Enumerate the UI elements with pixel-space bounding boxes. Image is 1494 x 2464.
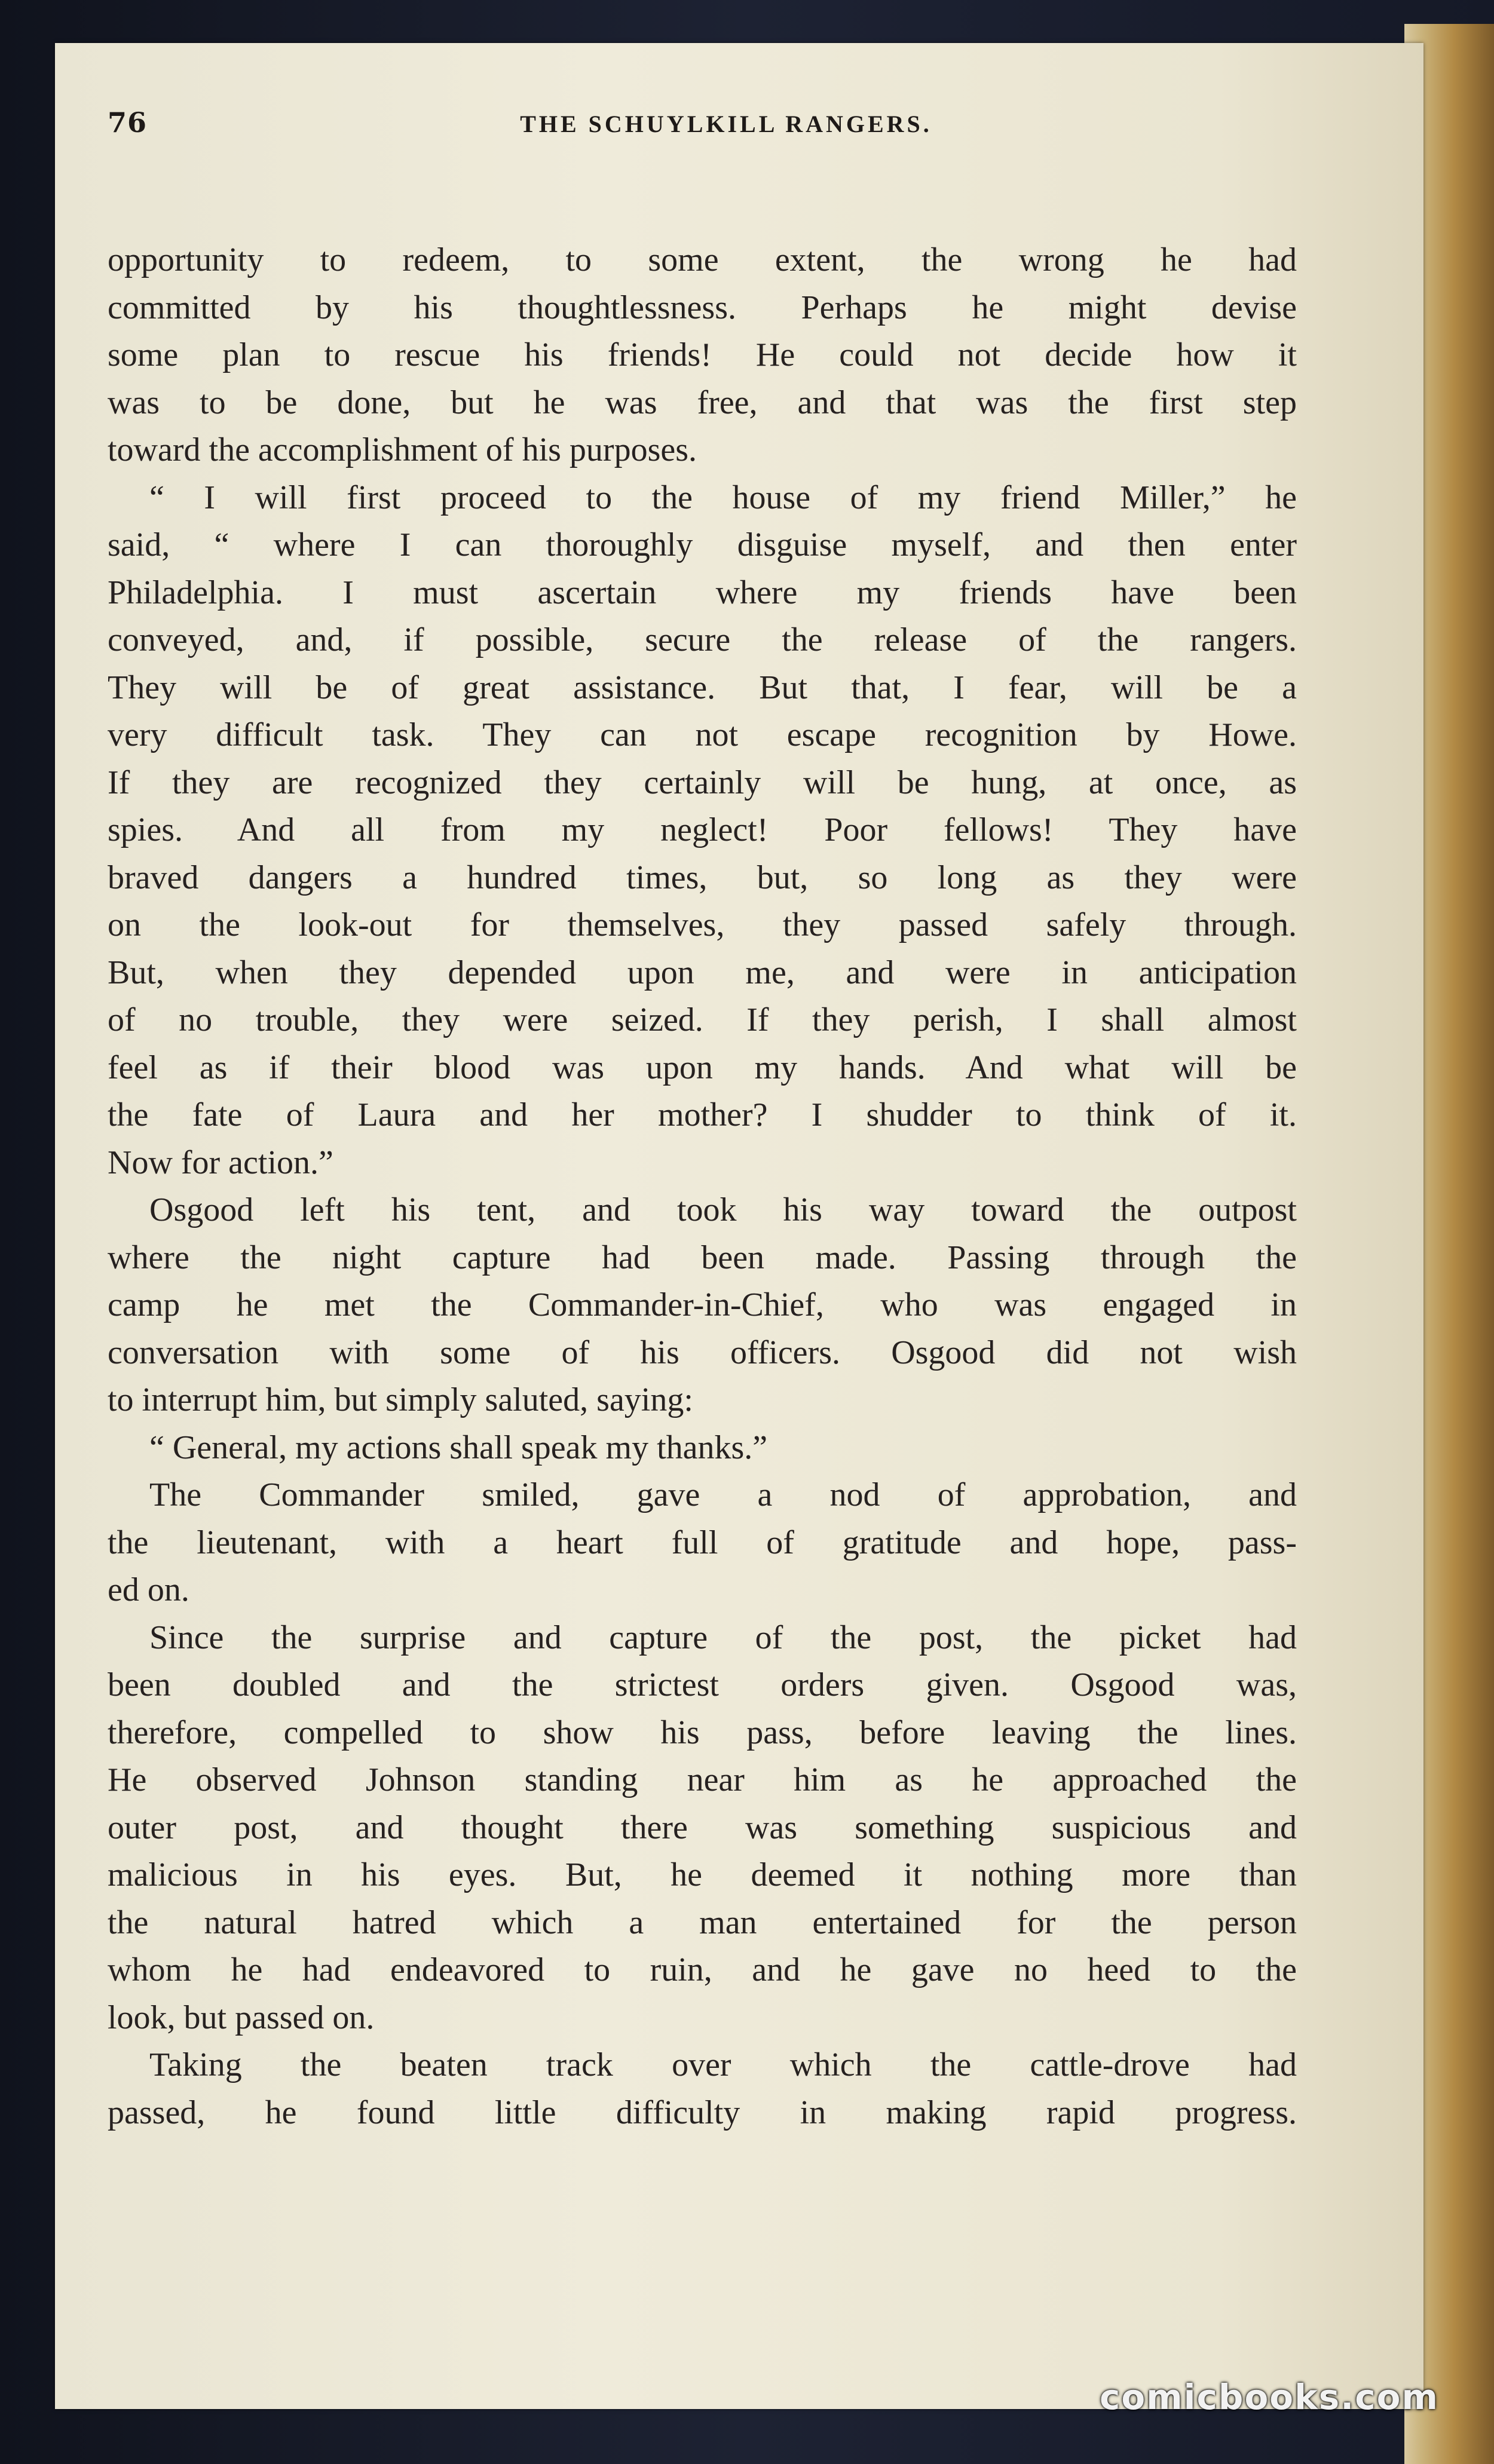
text-line: conveyed, and, if possible, secure the release of the rangers. — [108, 621, 1297, 658]
text-line: feel as if their blood was upon my hands. And what will be — [108, 1049, 1297, 1086]
text-line: spies. And all from my neglect! Poor fellows! They have — [108, 811, 1297, 848]
text-line: whom he had endeavored to ruin, and he gave no heed to the — [108, 1951, 1297, 1988]
text-line: committed by his thoughtlessness. Perhaps he might devise — [108, 289, 1297, 326]
text-line: Now for action.” — [108, 1144, 333, 1181]
text-line: Philadelphia. I must ascertain where my friends have been — [108, 574, 1297, 611]
text-line: Osgood left his tent, and took his way toward the outpost — [149, 1191, 1297, 1228]
text-line: Taking the beaten track over which the cattle-drove had — [149, 2046, 1297, 2083]
text-line: some plan to rescue his friends! He could not decide how it — [108, 336, 1297, 373]
text-line: malicious in his eyes. But, he deemed it nothing more than — [108, 1856, 1297, 1893]
text-line: outer post, and thought there was something suspicious and — [108, 1809, 1297, 1846]
page-header — [108, 106, 1321, 154]
text-line: But, when they depended upon me, and were in anticipation — [108, 954, 1297, 991]
text-line: braved dangers a hundred times, but, so long as they were — [108, 859, 1297, 896]
text-line: been doubled and the strictest orders given. Osgood was, — [108, 1666, 1297, 1703]
text-line: ed on. — [108, 1571, 189, 1608]
text-line: toward the accomplishment of his purposes. — [108, 431, 697, 468]
text-line: said, “ where I can thoroughly disguise myself, and then enter — [108, 526, 1297, 563]
text-line: Since the surprise and capture of the post, the picket had — [149, 1619, 1297, 1656]
text-line: on the look-out for themselves, they passed safely through. — [108, 906, 1297, 943]
text-line: If they are recognized they certainly will be hung, at once, as — [108, 764, 1297, 801]
text-line: to interrupt him, but simply saluted, saying: — [108, 1381, 693, 1418]
page-number: 76 — [108, 106, 148, 139]
text-line: the lieutenant, with a heart full of gratitude and hope, pass- — [108, 1524, 1297, 1561]
text-line: opportunity to redeem, to some extent, the wrong he had — [108, 241, 1297, 278]
text-line: passed, he found little difficulty in making rapid progress. — [108, 2094, 1297, 2131]
watermark: comicbooks.com — [1100, 2377, 1439, 2417]
running-title: THE SCHUYLKILL RANGERS. — [520, 111, 932, 137]
text-line: conversation with some of his officers. Osgood did not wish — [108, 1334, 1297, 1371]
text-line: the natural hatred which a man entertained for the person — [108, 1904, 1297, 1941]
text-line: “ I will first proceed to the house of my friend Miller,” he — [149, 479, 1297, 516]
text-line: He observed Johnson standing near him as he approached the — [108, 1761, 1297, 1798]
text-line: “ General, my actions shall speak my thanks.” — [149, 1429, 768, 1466]
text-line: They will be of great assistance. But that, I fear, will be a — [108, 669, 1297, 706]
text-line: The Commander smiled, gave a nod of approbation, and — [149, 1476, 1297, 1513]
text-line: look, but passed on. — [108, 1999, 375, 2036]
text-line: the fate of Laura and her mother? I shudder to think of it. — [108, 1096, 1297, 1133]
text-line: of no trouble, they were seized. If they perish, I shall almost — [108, 1001, 1297, 1038]
text-line: where the night capture had been made. Passing through the — [108, 1239, 1297, 1276]
text-line: was to be done, but he was free, and that was the first step — [108, 384, 1297, 421]
text-line: very difficult task. They can not escape recognition by Howe. — [108, 716, 1297, 753]
text-line: therefore, compelled to show his pass, before leaving the lines. — [108, 1714, 1297, 1751]
text-line: camp he met the Commander-in-Chief, who was engaged in — [108, 1286, 1297, 1323]
body-text — [108, 237, 1297, 2137]
